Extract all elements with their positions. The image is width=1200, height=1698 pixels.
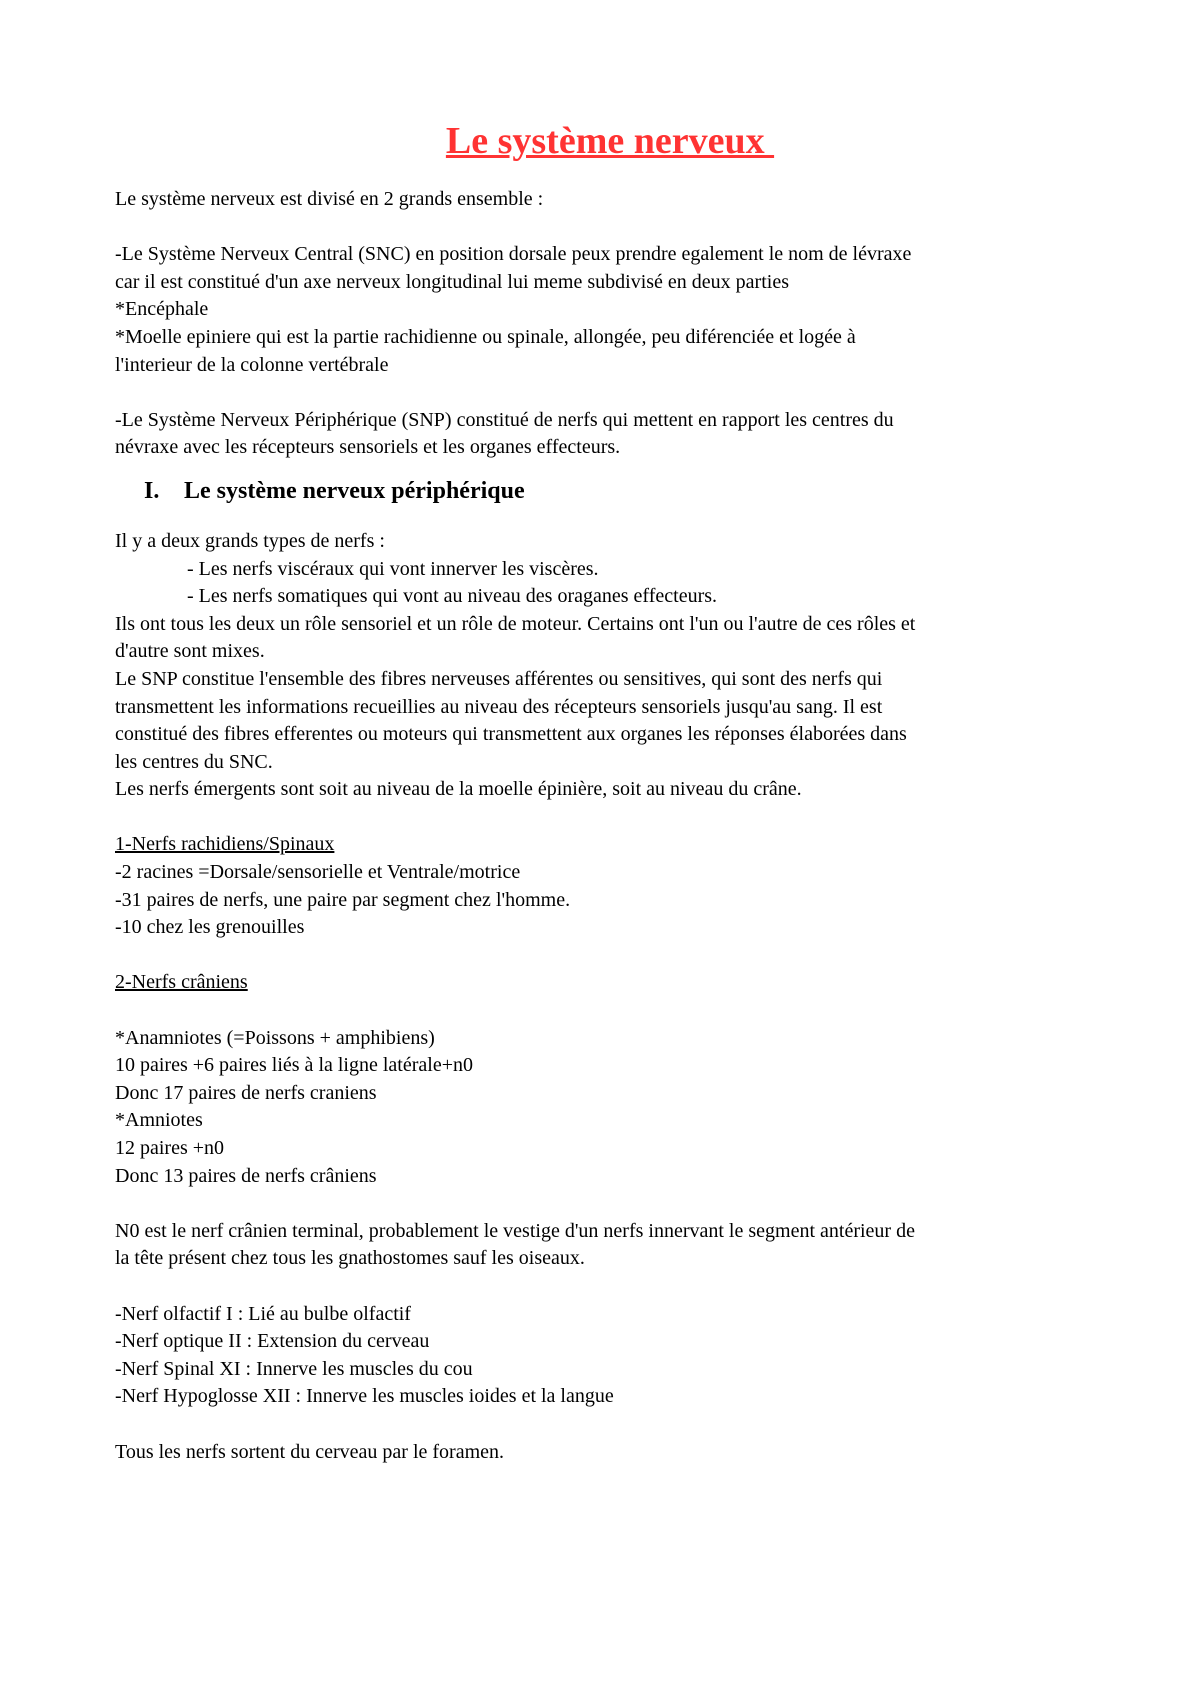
- craniens-section: [115, 969, 1105, 1190]
- text-line: les centres du SNC.: [115, 750, 273, 773]
- text-line: Les nerfs émergents sont soit au niveau de la moelle épinière, soit au niveau du crâne.: [115, 778, 802, 801]
- snp-paragraph: [115, 407, 1105, 462]
- rachidiens-section: [115, 831, 1105, 941]
- text-line: N0 est le nerf crânien terminal, probablement le vestige d'un nerfs innervant le segment antérieur de: [115, 1219, 915, 1242]
- intro-paragraph: Le système nerveux est divisé en 2 grands ensemble :: [115, 188, 544, 210]
- document-page: [115, 118, 1105, 1466]
- nerve-types-paragraph: [115, 528, 1105, 804]
- section-heading-snp: [144, 476, 1105, 506]
- list-item: - Les nerfs viscéraux qui vont innerver les viscères.: [187, 557, 599, 580]
- text-line: -10 chez les grenouilles: [115, 916, 305, 939]
- paragraph-spacer: [115, 214, 1105, 242]
- text-line: Le SNP constitue l'ensemble des fibres nerveuses afférentes ou sensitives, qui sont des nerfs qui: [115, 667, 883, 690]
- text-line: 12 paires +n0: [115, 1137, 225, 1159]
- paragraph-spacer: [115, 379, 1105, 407]
- text-line: d'autre sont mixes.: [115, 640, 265, 663]
- nerve-list: [115, 1301, 1105, 1411]
- paragraph-spacer: [115, 942, 1105, 970]
- text-line: *Moelle epiniere qui est la partie rachidienne ou spinale, allongée, peu diférenciée et logée à: [115, 325, 856, 348]
- text-line: *Encéphale: [115, 298, 209, 321]
- document-title: Le système nerveux: [445, 120, 775, 162]
- text-line: transmettent les informations recueillies au niveau des récepteurs sensoriels jusqu'au sang. Il est: [115, 695, 883, 718]
- text-line: Ils ont tous les deux un rôle sensoriel et un rôle de moteur. Certains ont l'un ou l'autre de ces rôles et: [115, 612, 916, 635]
- text-line: constitué des fibres efferentes ou moteurs qui transmettent aux organes les réponses élaborées dans: [115, 723, 907, 746]
- paragraph-spacer: [115, 997, 1105, 1025]
- section-title: Le système nerveux périphérique: [184, 477, 525, 504]
- text-line: Il y a deux grands types de nerfs :: [115, 529, 385, 552]
- text-line: *Amniotes: [115, 1109, 203, 1132]
- text-line: *Anamniotes (=Poissons + amphibiens): [115, 1026, 435, 1049]
- snc-paragraph: [115, 241, 1105, 379]
- paragraph-spacer: [115, 1273, 1105, 1301]
- conclusion-paragraph: Tous les nerfs sortent du cerveau par le foramen.: [115, 1440, 505, 1463]
- list-item: - Les nerfs somatiques qui vont au niveau des oraganes effecteurs.: [187, 585, 718, 608]
- text-line: -2 racines =Dorsale/sensorielle et Ventrale/motrice: [115, 861, 521, 884]
- n0-paragraph: [115, 1218, 1105, 1273]
- list-item: -Nerf Spinal XI : Innerve les muscles du cou: [115, 1357, 473, 1380]
- list-item: -Nerf optique II : Extension du cerveau: [115, 1330, 430, 1353]
- text-line: Donc 17 paires de nerfs craniens: [115, 1081, 377, 1104]
- paragraph-spacer: [115, 1411, 1105, 1439]
- text-line: 10 paires +6 paires liés à la ligne latérale+n0: [115, 1054, 473, 1077]
- section-number: I.: [144, 477, 160, 504]
- text-line: Donc 13 paires de nerfs crâniens: [115, 1164, 377, 1187]
- text-line: -Le Système Nerveux Central (SNC) en position dorsale peux prendre egalement le nom de lévraxe: [115, 243, 912, 266]
- text-line: -Le Système Nerveux Périphérique (SNP) constitué de nerfs qui mettent en rapport les centres du: [115, 408, 894, 431]
- text-line: la tête présent chez tous les gnathostomes sauf les oiseaux.: [115, 1247, 585, 1270]
- list-item: -Nerf olfactif I : Lié au bulbe olfactif: [115, 1302, 411, 1325]
- list-item: -Nerf Hypoglosse XII : Innerve les muscles ioides et la langue: [115, 1385, 614, 1408]
- paragraph-spacer: [115, 804, 1105, 832]
- subsection-heading: 1-Nerfs rachidiens/Spinaux: [115, 833, 335, 856]
- text-line: l'interieur de la colonne vertébrale: [115, 353, 389, 376]
- text-line: névraxe avec les récepteurs sensoriels et les organes effecteurs.: [115, 436, 621, 459]
- paragraph-spacer: [115, 1190, 1105, 1218]
- text-line: -31 paires de nerfs, une paire par segment chez l'homme.: [115, 888, 571, 911]
- text-line: car il est constitué d'un axe nerveux longitudinal lui meme subdivisé en deux parties: [115, 270, 789, 293]
- subsection-heading: 2-Nerfs crâniens: [115, 971, 248, 994]
